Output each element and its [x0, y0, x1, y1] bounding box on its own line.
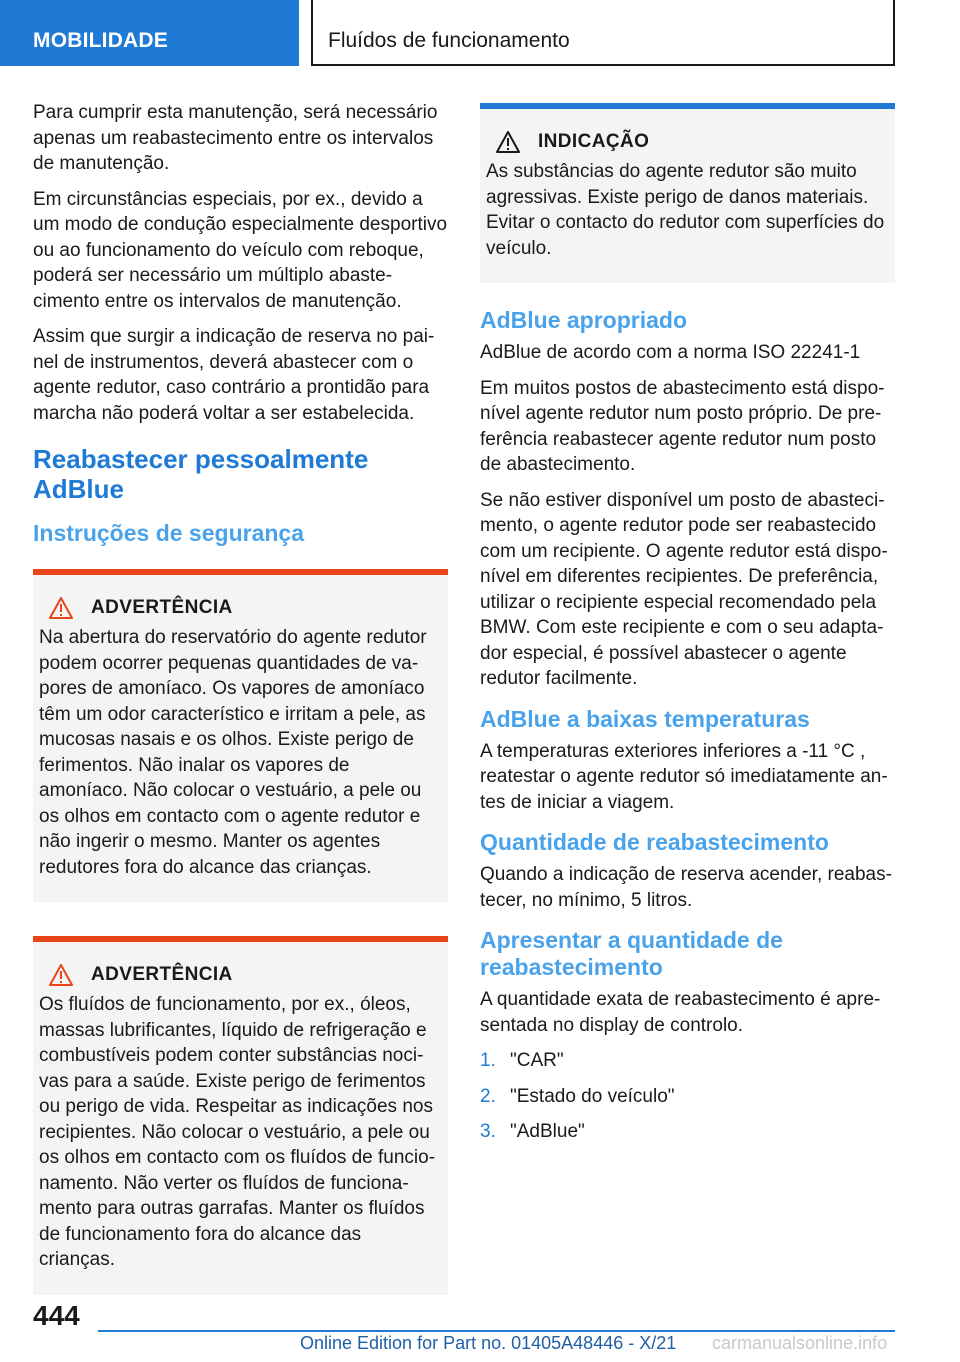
paragraph: Em muitos postos de abastecimento está disponível agente redutor num posto próprio. De preferência reabastecer agente redutor num posto de abastecimento. — [480, 377, 885, 475]
footer-watermark: carmanualsonline.info — [712, 1333, 888, 1353]
paragraph: Quando a indicação de reserva acender, reabastecer, no mínimo, 5 litros. — [480, 864, 892, 911]
list-item — [480, 1048, 895, 1074]
warning-box — [33, 936, 448, 1295]
warning-triangle-icon — [49, 597, 73, 619]
warning-triangle-icon — [49, 964, 73, 986]
paragraph: Assim que surgir a indicação de reserva no painel de instrumentos, deverá abastecer com o agente redutor, caso contrário a prontidão para marcha não poderá voltar a ser estabelecida. — [33, 326, 435, 424]
steps-list — [480, 1048, 895, 1145]
subsection-heading: Apresentar a quantidade de reabastecimento — [480, 927, 783, 980]
step-text: "Estado do veículo" — [510, 1085, 675, 1107]
paragraph: Para cumprir esta manutenção, será necessário apenas um reabastecimento entre os intervalos de manutenção. — [33, 102, 438, 174]
notice-title: INDICAÇÃO — [538, 131, 650, 152]
step-number: 1. — [480, 1050, 496, 1071]
footer-divider — [98, 1330, 895, 1332]
subsection-heading: Instruções de segurança — [33, 520, 304, 546]
left-column — [33, 100, 448, 1295]
list-item — [480, 1119, 895, 1145]
page-title: Fluídos de funcionamento — [311, 0, 895, 66]
paragraph: AdBlue de acordo com a norma ISO 22241-1 — [480, 342, 861, 363]
right-column — [480, 103, 895, 1155]
paragraph: Em circunstâncias especiais, por ex., devido a um modo de condução especialmente desportivo ou ao funcionamento do veículo com reboque, poderá ser necessário um múltiplo abastecimento entre os intervalos de manutenção. — [33, 188, 448, 312]
step-text: "CAR" — [510, 1050, 564, 1071]
section-tab: MOBILIDADE — [0, 0, 299, 66]
step-number: 2. — [480, 1085, 496, 1107]
paragraph: A temperaturas exteriores inferiores a -11 °C , reatestar o agente redutor só imediatamente antes de iniciar a viagem. — [480, 740, 888, 813]
warning-box — [33, 569, 448, 902]
step-text: "AdBlue" — [510, 1121, 585, 1142]
notice-box — [480, 103, 895, 283]
page-number: 444 — [33, 1300, 80, 1331]
warning-title: ADVERTÊNCIA — [91, 964, 233, 985]
section-heading: Reabastecer pessoalmente AdBlue — [33, 444, 369, 504]
warning-text: Os fluídos de funcionamento, por ex., óleos, massas lubrificantes, líquido de refrigeração e combustíveis podem conter substâncias nocivas para a saúde. Existe perigo de ferimentos ou perigo de vida. Respeitar as indicações nos recipientes. Não colocar o vestuário, a pele ou os olhos em contacto com os fluídos de funcionamento. Não verter os fluídos de funcionamento para outras garrafas. Manter os fluídos de funcionamento fora do alcance das crianças. — [39, 994, 436, 1270]
notice-text: As substâncias do agente redutor são muito agressivas. Existe perigo de danos materiais. Evitar o contacto do redutor com superfícies do veículo. — [486, 161, 885, 259]
step-number: 3. — [480, 1121, 496, 1142]
warning-text: Na abertura do reservatório do agente redutor podem ocorrer pequenas quantidades de vapores de amoníaco. Os vapores de amoníaco têm um odor característico e irritam a pele, as mucosas nasais e os olhos. Existe perigo de ferimentos. Não inalar os vapores de amoníaco. Não colocar o vestuário, a pele ou os olhos em contacto com o agente redutor e não ingerir o mesmo. Manter os agentes redutores fora do alcance das crianças. — [39, 627, 427, 878]
paragraph: Se não estiver disponível um posto de abastecimento, o agente redutor pode ser reabastecido com um recipiente. O agente redutor está disponível em diferentes recipientes. De preferência, utilizar o recipiente especial recomendado pela BMW. Com este recipiente e com o seu adaptador especial, é possível abastecer o agente redutor facilmente. — [480, 489, 888, 689]
list-item — [480, 1084, 895, 1110]
paragraph: A quantidade exata de reabastecimento é apresentada no display de controlo. — [480, 989, 881, 1036]
warning-triangle-icon — [496, 131, 520, 153]
footer-edition: Online Edition for Part no. 01405A48446 - X/21 — [300, 1333, 677, 1353]
subsection-heading: Quantidade de reabastecimento — [480, 829, 829, 855]
warning-title: ADVERTÊNCIA — [91, 597, 233, 618]
subsection-heading: AdBlue a baixas temperaturas — [480, 705, 810, 732]
subsection-heading: AdBlue apropriado — [480, 307, 688, 333]
